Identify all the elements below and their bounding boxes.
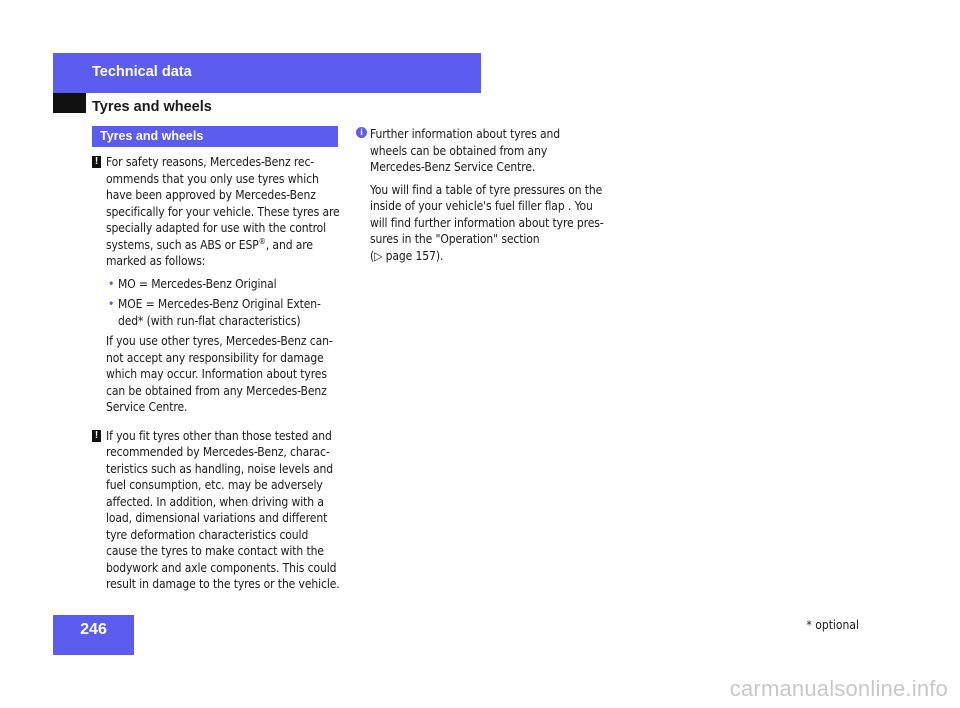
warning-icon: ! bbox=[92, 156, 101, 168]
text-line: which may occur. Information about tyres bbox=[106, 367, 327, 381]
text-line: load, dimensional variations and different bbox=[106, 511, 328, 525]
warning-note-2 bbox=[92, 428, 340, 593]
text-line: Service Centre. bbox=[106, 400, 188, 414]
text-line: ommends that you only use tyres which bbox=[106, 171, 319, 186]
optional-footnote: * optional bbox=[806, 618, 859, 632]
text-line: specially adapted for use with the control bbox=[106, 221, 327, 235]
text-line: fuel consumption, etc. may be adversely bbox=[106, 478, 323, 492]
page-reference-link[interactable]: (▷ page 157). bbox=[370, 248, 444, 263]
list-item bbox=[106, 296, 340, 329]
text-line: result in damage to the tyres or the vehicle. bbox=[106, 577, 340, 591]
text-line: tyre deformation characteristics could bbox=[106, 527, 309, 542]
chapter-title: Technical data bbox=[92, 64, 192, 80]
text-line: Mercedes-Benz Service Centre. bbox=[370, 160, 536, 174]
text-fragment: systems, such as ABS or ESP bbox=[106, 237, 259, 252]
watermark: carmanualsonline.info bbox=[729, 676, 948, 701]
info-note bbox=[356, 126, 606, 264]
page-subheading: Tyres and wheels bbox=[92, 99, 212, 115]
text-line: recommended by Mercedes-Benz, charac- bbox=[106, 445, 330, 459]
text-line: Further information about tyres and bbox=[370, 127, 561, 141]
text-line: You will find a table of tyre pressures on the bbox=[370, 182, 603, 197]
text-line: wheels can be obtained from any bbox=[370, 143, 548, 158]
registered-mark: ® bbox=[258, 236, 266, 246]
text-line: sures in the "Operation" section bbox=[370, 232, 540, 246]
text-line: For safety reasons, Mercedes-Benz rec- bbox=[106, 155, 315, 169]
text-line: If you use other tyres, Mercedes-Benz can- bbox=[106, 334, 333, 348]
bullet-icon: • bbox=[108, 276, 115, 291]
left-column bbox=[92, 154, 340, 599]
text-line: ded* (with run-flat characteristics) bbox=[118, 313, 301, 328]
text-line: inside of your vehicle's fuel filler flap . You bbox=[370, 199, 593, 213]
text-line: specifically for your vehicle. These tyres are bbox=[106, 204, 340, 219]
text-line: bodywork and axle components. This could bbox=[106, 560, 337, 575]
right-column bbox=[356, 126, 606, 270]
text-line: affected. In addition, when driving with a bbox=[106, 494, 324, 509]
chapter-tab-marker bbox=[53, 93, 86, 113]
list-item bbox=[106, 276, 340, 293]
bullet-icon: • bbox=[108, 297, 115, 311]
text-line: will find further information about tyre pres- bbox=[370, 215, 604, 230]
page-number: 246 bbox=[80, 621, 107, 638]
text-fragment: , and are bbox=[265, 237, 313, 252]
text-line: have been approved by Mercedes-Benz bbox=[106, 188, 316, 202]
info-icon: i bbox=[356, 127, 367, 138]
section-heading: Tyres and wheels bbox=[100, 129, 204, 143]
warning-icon: ! bbox=[92, 430, 101, 442]
text-line bbox=[106, 237, 340, 254]
text-line: If you fit tyres other than those tested and bbox=[106, 428, 332, 443]
text-line: cause the tyres to make contact with the bbox=[106, 544, 324, 558]
text-line: teristics such as handling, noise levels and bbox=[106, 461, 333, 476]
text-line: not accept any responsibility for damage bbox=[106, 350, 324, 365]
text-line: can be obtained from any Mercedes-Benz bbox=[106, 383, 327, 398]
warning-note-1 bbox=[92, 154, 340, 416]
text-line: MO = Mercedes-Benz Original bbox=[118, 276, 277, 291]
text-line: marked as follows: bbox=[106, 254, 206, 268]
text-line: MOE = Mercedes-Benz Original Exten- bbox=[118, 297, 321, 311]
